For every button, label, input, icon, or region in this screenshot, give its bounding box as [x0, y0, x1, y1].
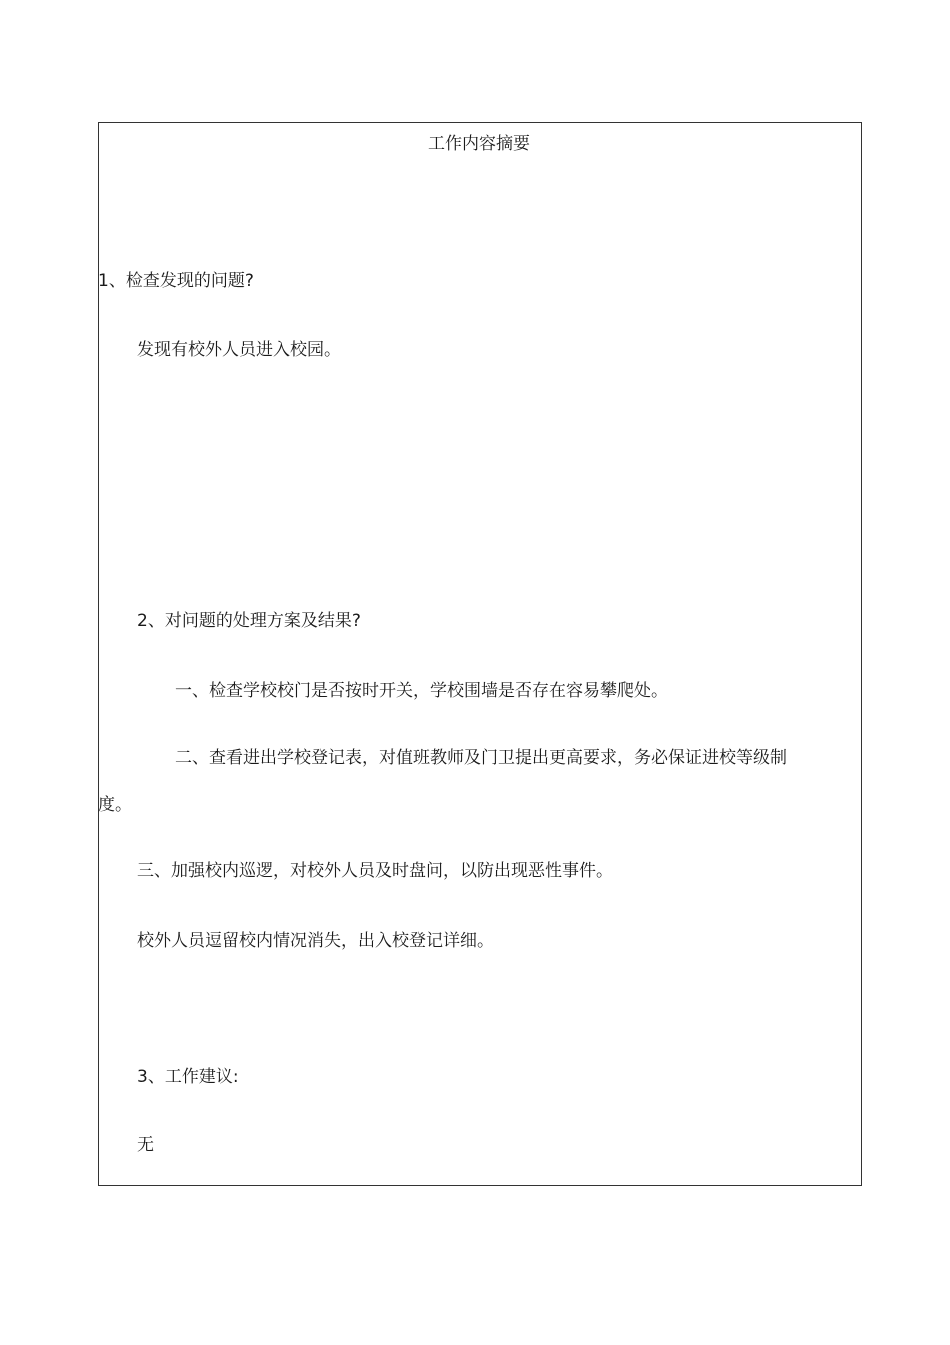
table-header: 工作内容摘要 — [428, 134, 530, 154]
question-2-item-2-line-2: 度。 — [98, 795, 132, 815]
question-2-heading: 2、对问题的处理方案及结果? — [137, 611, 361, 631]
question-2-item-1: 一、检查学校校门是否按时开关，学校围墙是否存在容易攀爬处。 — [175, 681, 668, 701]
question-1-answer: 发现有校外人员进入校园。 — [137, 340, 341, 360]
question-2-result: 校外人员逗留校内情况消失，出入校登记详细。 — [137, 931, 494, 951]
question-3-answer: 无 — [137, 1135, 154, 1155]
question-3-heading: 3、工作建议: — [137, 1067, 239, 1087]
question-2-item-3: 三、加强校内巡逻，对校外人员及时盘问，以防出现恶性事件。 — [137, 861, 613, 881]
question-1-heading: 1、检查发现的问题? — [98, 271, 254, 291]
question-2-item-2-line-1: 二、查看进出学校登记表，对值班教师及门卫提出更高要求，务必保证进校等级制 — [175, 748, 787, 768]
